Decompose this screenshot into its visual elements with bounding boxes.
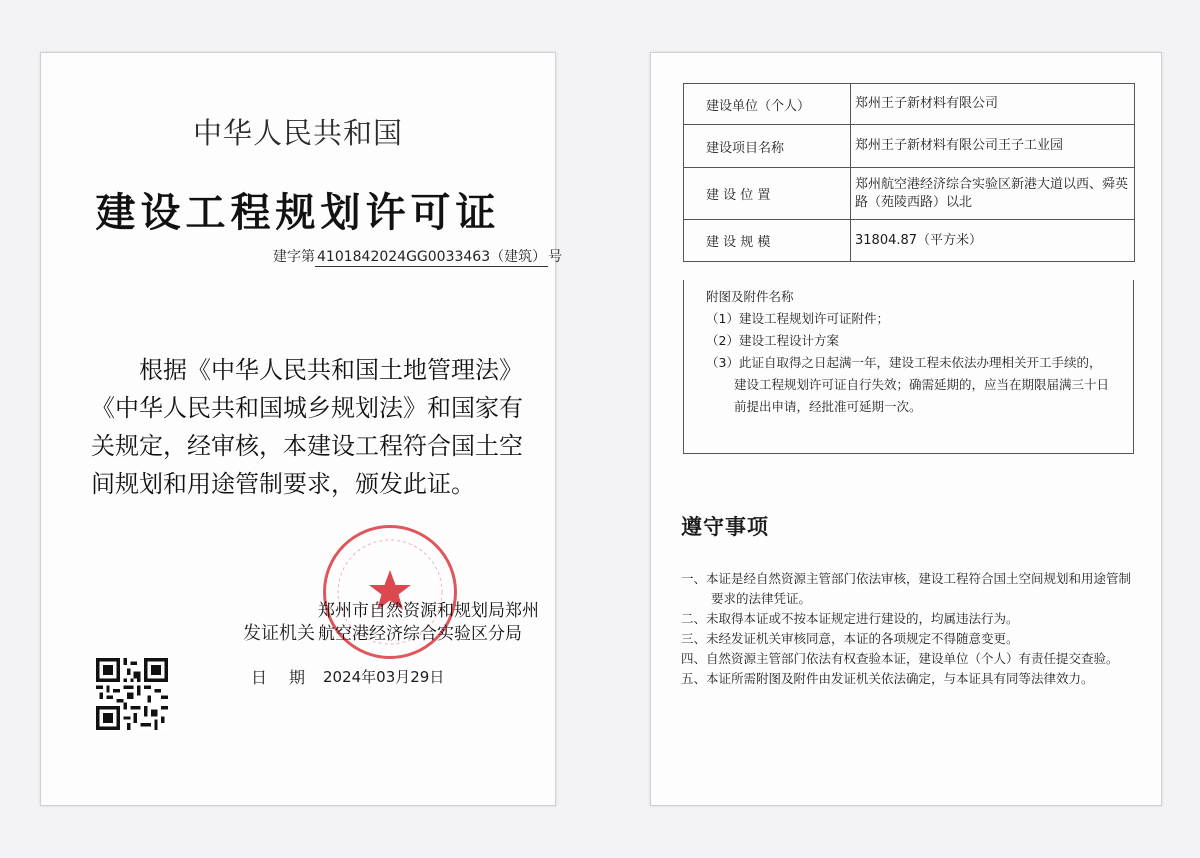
table-row [684, 220, 1135, 262]
permit-prefix: 建字第 [273, 249, 315, 265]
issuer-label: 发证机关 [243, 623, 315, 644]
issuer-name: 郑州市自然资源和规划局郑州航空港经济综合实验区分局 [318, 601, 539, 644]
table-row [684, 168, 1135, 220]
row-value: 郑州王子新材料有限公司 [851, 84, 1135, 125]
date-label: 日期 [251, 668, 328, 687]
attachments-title: 附图及附件名称 [706, 289, 794, 304]
table-row [684, 84, 1135, 125]
rule-item: 三、未经发证机关审核同意，本证的各项规定不得随意变更。 [681, 631, 1019, 646]
attachment-item: （3）此证自取得之日起满一年，建设工程未依法办理相关开工手续的，建设工程规划许可证自行失效；确需延期的，应当在期限届满三十日前提出申请，经批准可延期一次。 [706, 355, 1110, 414]
country-name: 中华人民共和国 [192, 116, 403, 150]
row-label: 建 设 位 置 [684, 168, 851, 220]
rules-title: 遵守事项 [681, 515, 769, 539]
certificate-title: 建设工程规划许可证 [95, 190, 501, 236]
issue-date: 2024年03月29日 [323, 668, 445, 686]
row-value: 郑州王子新材料有限公司王子工业园 [851, 125, 1135, 168]
row-value: 郑州航空港经济综合实验区新港大道以西、舜英路（苑陵西路）以北 [851, 168, 1135, 220]
attachment-item: （2）建设工程设计方案 [706, 333, 839, 348]
row-value: 31804.87（平方米） [851, 220, 1135, 262]
row-label: 建设单位（个人） [684, 84, 851, 125]
attachment-item: （1）建设工程规划许可证附件； [706, 311, 889, 326]
attachments-section [683, 280, 1134, 454]
certificate-front-page [40, 52, 563, 806]
rule-item: 一、本证是经自然资源主管部门依法审核，建设工程符合国土空间规划和用途管制要求的法律凭证。 [681, 571, 1132, 606]
rule-item: 五、本证所需附图及附件由发证机关依法确定，与本证具有同等法律效力。 [681, 671, 1094, 686]
permit-suffix: 号 [548, 249, 563, 265]
certificate-body: 根据《中华人民共和国土地管理法》《中华人民共和国城乡规划法》和国家有关规定，经审核，本建设工程符合国土空间规划和用途管制要求，颁发此证。 [91, 356, 523, 498]
permit-number: 4101842024GG0033463（建筑） [315, 246, 548, 267]
qr-code-icon [96, 658, 168, 730]
certificate-back-page [650, 52, 1162, 806]
row-label: 建 设 规 模 [684, 220, 851, 262]
rule-item: 二、未取得本证或不按本证规定进行建设的，均属违法行为。 [681, 611, 1019, 626]
rule-item: 四、自然资源主管部门依法有权查验本证，建设单位（个人）有责任提交查验。 [681, 651, 1119, 666]
row-label: 建设项目名称 [684, 125, 851, 168]
rules-list [681, 569, 1137, 689]
table-row [684, 125, 1135, 168]
permit-number-line [273, 246, 562, 267]
project-info-table [683, 83, 1135, 262]
